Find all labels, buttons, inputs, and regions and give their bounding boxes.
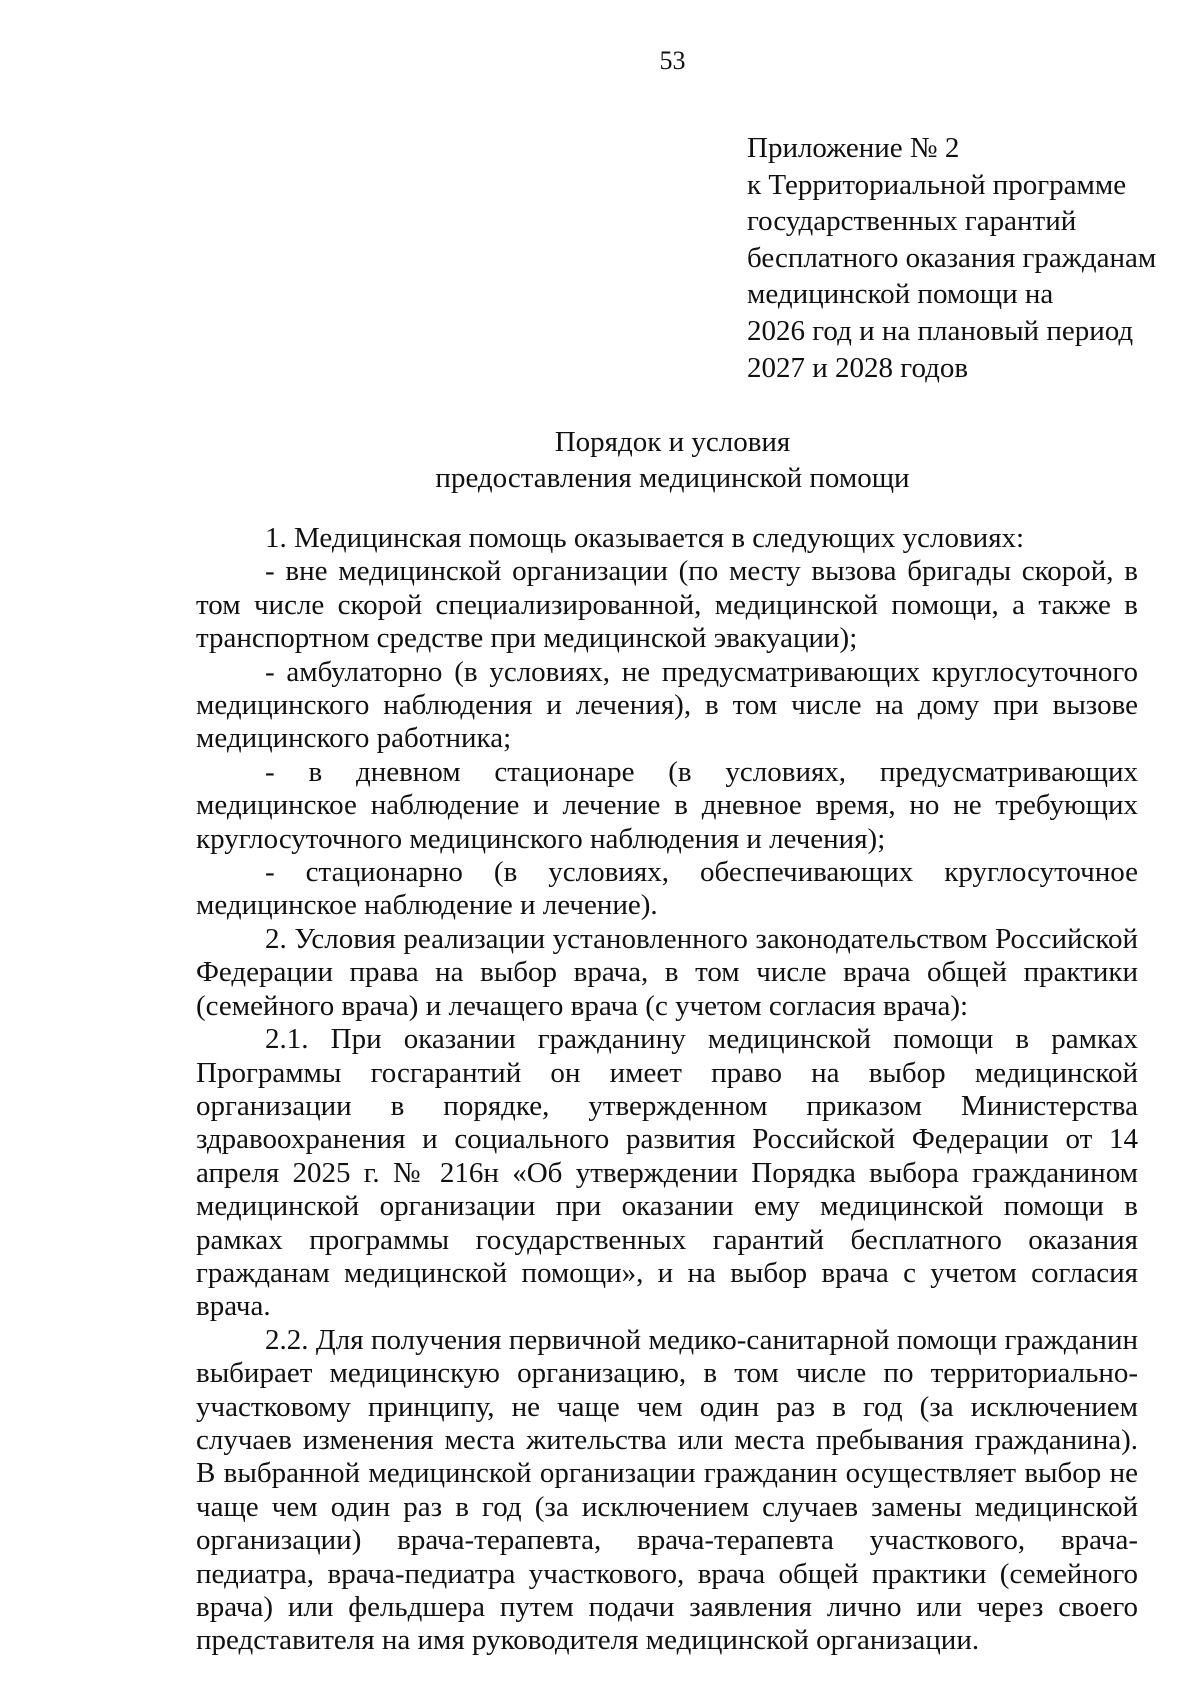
document-body bbox=[196, 522, 1138, 1658]
title-line-1: Порядок и условия bbox=[554, 426, 791, 458]
paragraph-day-hospital: - в дневном стационаре (в условиях, предусматривающих медицинское наблюдение и лечение в дневное время, но не требующих круглосуточного медицинского наблюдения и лечения); bbox=[196, 755, 1138, 855]
paragraph-outpatient: - амбулаторно (в условиях, не предусматривающих круглосуточного медицинского наблюдения и лечения), в том числе на дому при вызове медицинского работника; bbox=[196, 655, 1138, 755]
appendix-line: 2027 и 2028 годов bbox=[747, 351, 969, 384]
paragraph-1: 1. Медицинская помощь оказывается в следующих условиях: bbox=[265, 522, 1025, 554]
appendix-line: к Территориальной программе bbox=[747, 168, 1127, 201]
paragraph-2-2: 2.2. Для получения первичной медико-санитарной помощи гражданин выбирает медицинскую организацию, в том числе по территориально-участковому принципу, не чаще чем один раз в год (за исключением случаев изменения места жительства или места пребывания гражданина). В выбранной медицинской организации гражданин осуществляет выбор не чаще чем один раз в год (за исключением случаев замены медицинской организации) врача-терапевта, врача-терапевта участкового, врача-педиатра, врача-педиатра участкового, врача общей практики (семейного врача) или фельдшера путем подачи заявления лично или через своего представителя на имя руководителя медицинской организации. bbox=[196, 1323, 1138, 1657]
page-number: 53 bbox=[659, 46, 686, 75]
title-line-2: предоставления медицинской помощи bbox=[435, 462, 910, 494]
appendix-line: 2026 год и на плановый период bbox=[747, 314, 1134, 347]
appendix-line: Приложение № 2 bbox=[747, 132, 960, 164]
document-title bbox=[0, 424, 1200, 496]
appendix-line: государственных гарантий bbox=[747, 205, 1077, 238]
appendix-header bbox=[747, 130, 1177, 386]
appendix-line: бесплатного оказания гражданам bbox=[747, 241, 1157, 274]
paragraph-2: 2. Условия реализации установленного законодательством Российской Федерации права на выбор врача, в том числе врача общей практики (семейного врача) и лечащего врача (с учетом согласия врача): bbox=[196, 922, 1138, 1022]
paragraph-2-1: 2.1. При оказании гражданину медицинской помощи в рамках Программы госгарантий он имеет право на выбор медицинской организации в порядке, утвержденном приказом Министерства здравоохранения и социального развития Российской Федерации от 14 апреля 2025 г. № 216н «Об утверждении Порядка выбора гражданином медицинской организации при оказании ему медицинской помощи в рамках программы государственных гарантий бесплатного оказания гражданам медицинской помощи», и на выбор врача с учетом согласия врача. bbox=[196, 1023, 1138, 1323]
paragraph-outside-organization: - вне медицинской организации (по месту вызова бригады скорой, в том числе скорой специализированной, медицинской помощи, а также в транспортном средстве при медицинской эвакуации); bbox=[196, 555, 1138, 655]
appendix-line: медицинской помощи на bbox=[747, 278, 1054, 311]
paragraph-inpatient: - стационарно (в условиях, обеспечивающих круглосуточное медицинское наблюдение и лечение). bbox=[196, 856, 1138, 922]
